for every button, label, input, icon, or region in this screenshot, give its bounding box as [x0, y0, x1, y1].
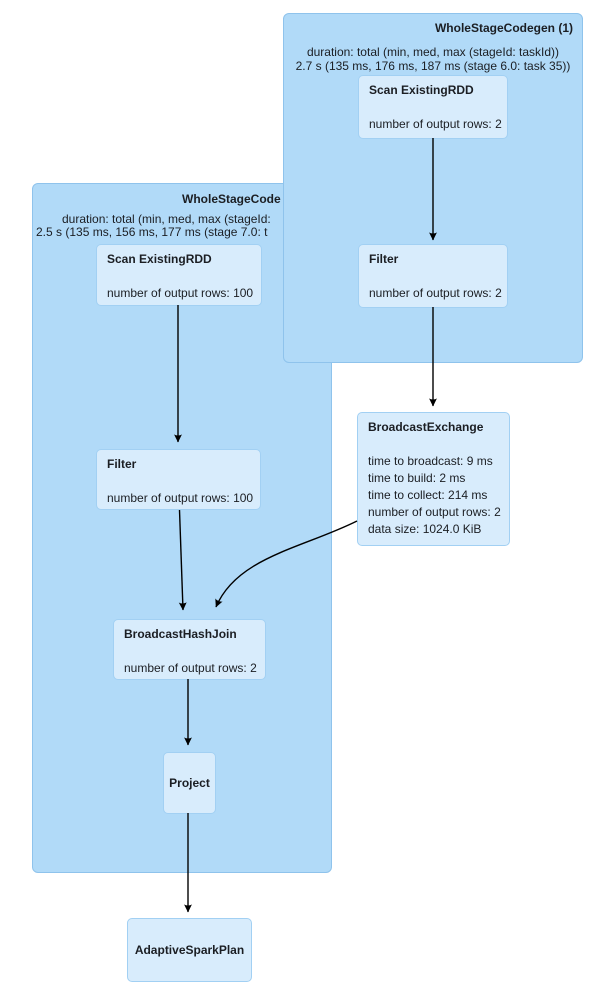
- node-metric: time to collect: 214 ms: [368, 488, 488, 502]
- node-metric: time to broadcast: 9 ms: [368, 454, 493, 468]
- cluster-duration-label: duration: total (min, med, max (stageId:: [62, 212, 271, 226]
- broadcast-hash-join-node: [113, 619, 266, 680]
- node-title: Filter: [369, 252, 399, 266]
- node-metric: number of output rows: 100: [107, 491, 254, 505]
- adaptive-spark-plan-node: [127, 918, 252, 982]
- cluster-duration-value: 2.7 s (135 ms, 176 ms, 187 ms (stage 6.0: task 35)): [295, 59, 571, 73]
- broadcast-exchange-node: [357, 412, 510, 546]
- node-metric: number of output rows: 2: [369, 117, 502, 131]
- scan-existingrdd-node: [358, 75, 508, 139]
- node-metric: data size: 1024.0 KiB: [368, 522, 482, 536]
- node-title: BroadcastHashJoin: [124, 627, 237, 641]
- node-metric: number of output rows: 2: [368, 505, 501, 519]
- project-node: [163, 752, 216, 814]
- node-title: AdaptiveSparkPlan: [134, 942, 245, 957]
- node-title: Scan ExistingRDD: [369, 83, 474, 97]
- filter-node: [358, 244, 508, 308]
- node-title: Scan ExistingRDD: [107, 252, 212, 266]
- filter-node: [96, 449, 261, 510]
- node-metric: number of output rows: 2: [124, 661, 257, 675]
- cluster-title: WholeStageCode: [182, 192, 281, 206]
- scan-existingrdd-node: [96, 244, 262, 306]
- wholestagecodegen-1-cluster: [283, 13, 583, 363]
- node-metric: number of output rows: 2: [369, 286, 502, 300]
- node-metric: time to build: 2 ms: [368, 471, 466, 485]
- node-metric: number of output rows: 100: [107, 286, 254, 300]
- cluster-duration-label: duration: total (min, med, max (stageId: taskId)): [306, 45, 560, 59]
- node-title: Filter: [107, 457, 137, 471]
- cluster-title: WholeStageCodegen (1): [434, 21, 573, 35]
- cluster-duration-value: 2.5 s (135 ms, 156 ms, 177 ms (stage 7.0: t: [36, 225, 268, 239]
- node-title: BroadcastExchange: [368, 420, 484, 434]
- node-title: Project: [169, 775, 210, 790]
